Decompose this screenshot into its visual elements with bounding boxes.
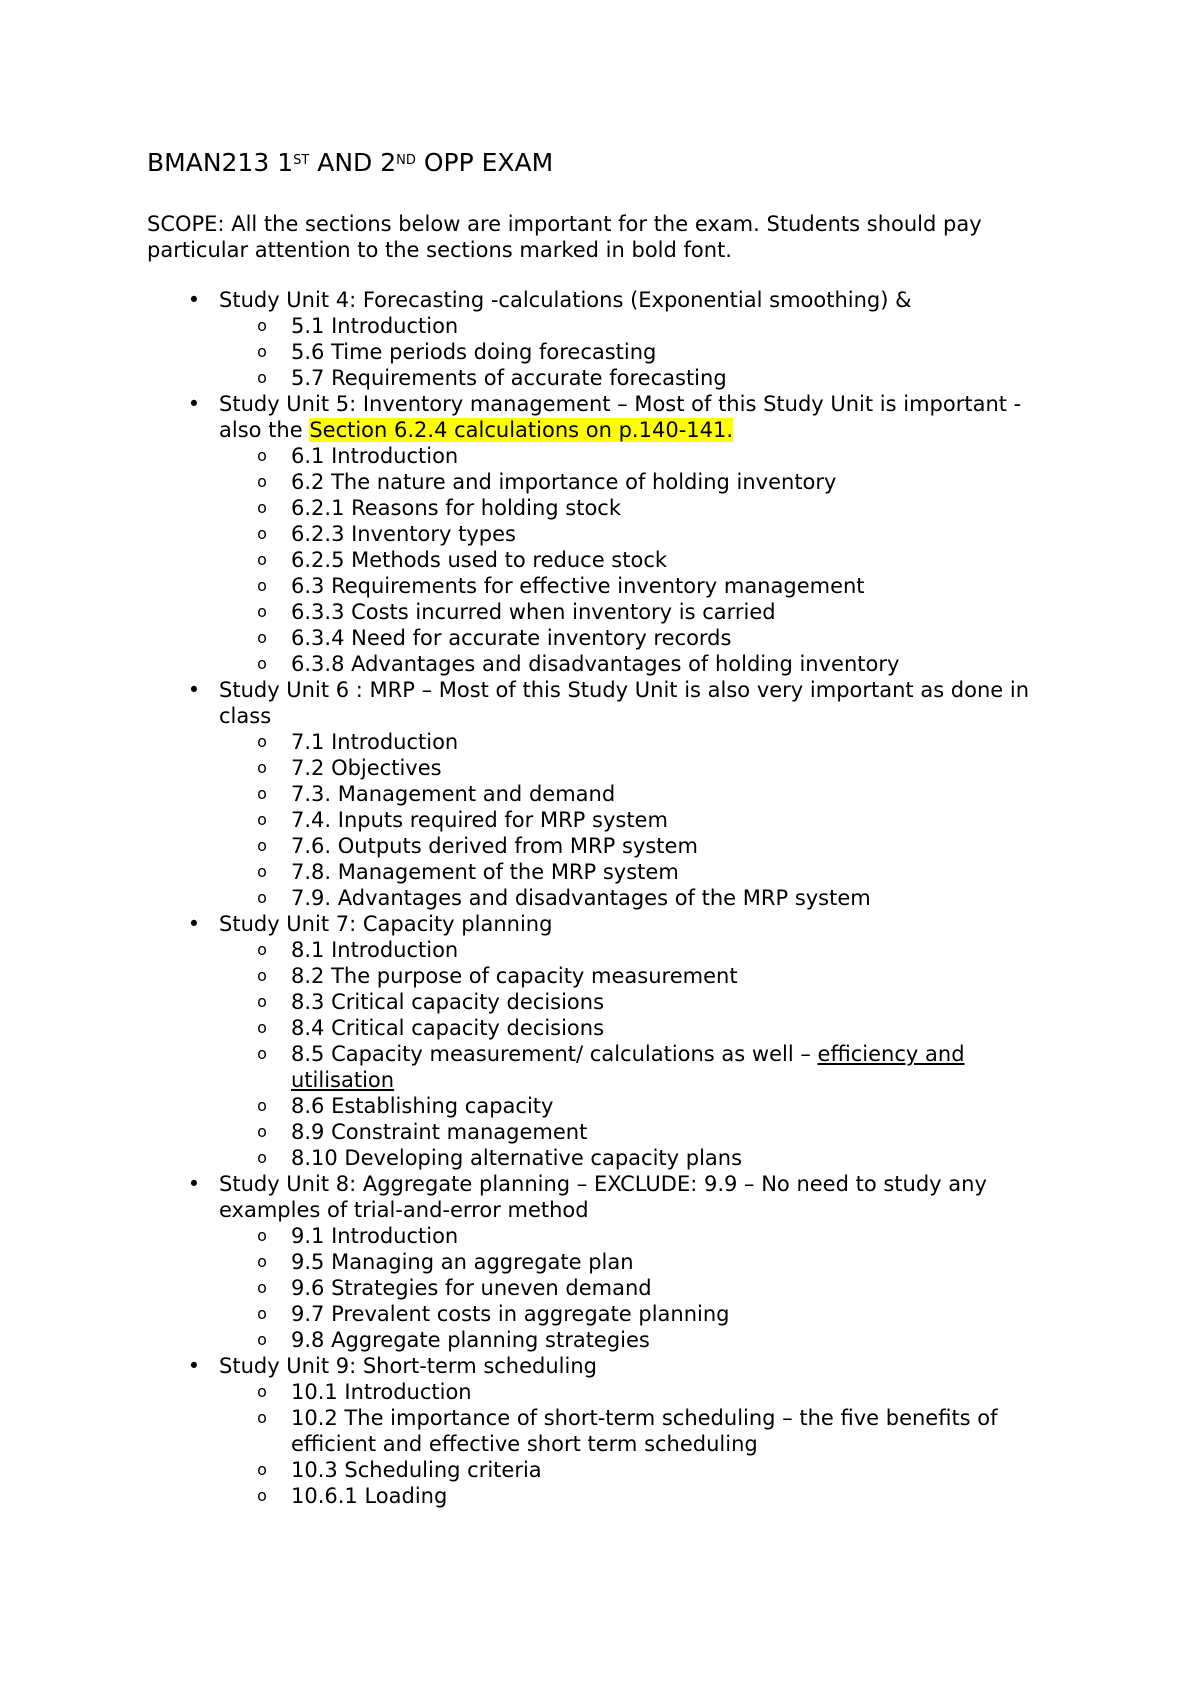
sub-bullet-icon: o bbox=[257, 602, 267, 621]
sub-bullet-icon: o bbox=[257, 1226, 267, 1245]
section-item bbox=[219, 755, 1067, 781]
sub-bullet-icon: o bbox=[257, 732, 267, 751]
section-list bbox=[219, 937, 1067, 1171]
section-list bbox=[219, 443, 1067, 677]
bullet-icon: • bbox=[187, 392, 201, 416]
section-item bbox=[219, 885, 1067, 911]
section-label: 6.3 Requirements for effective inventory management bbox=[291, 574, 865, 598]
section-label: 8.6 Establishing capacity bbox=[291, 1094, 554, 1118]
title-pre: BMAN213 1 bbox=[147, 148, 294, 177]
section-label: 10.3 Scheduling criteria bbox=[291, 1458, 542, 1482]
section-label: 5.1 Introduction bbox=[291, 314, 459, 338]
bullet-icon: • bbox=[187, 678, 201, 702]
title-sup-2: ND bbox=[396, 153, 416, 168]
section-label: 5.7 Requirements of accurate forecasting bbox=[291, 366, 727, 390]
sub-bullet-icon: o bbox=[257, 524, 267, 543]
section-item bbox=[219, 1223, 1067, 1249]
sub-bullet-icon: o bbox=[257, 1122, 267, 1141]
section-item bbox=[219, 1015, 1067, 1041]
sub-bullet-icon: o bbox=[257, 1148, 267, 1167]
section-label: 7.4. Inputs required for MRP system bbox=[291, 808, 668, 832]
sub-bullet-icon: o bbox=[257, 472, 267, 491]
section-label: 9.5 Managing an aggregate plan bbox=[291, 1250, 634, 1274]
section-label: 5.6 Time periods doing forecasting bbox=[291, 340, 657, 364]
section-list bbox=[219, 1379, 1067, 1509]
section-item bbox=[219, 599, 1067, 625]
sub-bullet-icon: o bbox=[257, 446, 267, 465]
section-item bbox=[219, 443, 1067, 469]
sub-bullet-icon: o bbox=[257, 576, 267, 595]
section-label: 6.3.8 Advantages and disadvantages of holding inventory bbox=[291, 652, 900, 676]
study-unit-text bbox=[219, 677, 1067, 729]
section-item bbox=[219, 781, 1067, 807]
section-label: 6.3.4 Need for accurate inventory records bbox=[291, 626, 732, 650]
section-item bbox=[219, 651, 1067, 677]
section-item bbox=[219, 365, 1067, 391]
section-item bbox=[219, 495, 1067, 521]
section-label: 8.1 Introduction bbox=[291, 938, 459, 962]
bullet-icon: • bbox=[187, 1172, 201, 1196]
title-mid: AND 2 bbox=[309, 148, 397, 177]
section-item bbox=[219, 807, 1067, 833]
sub-bullet-icon: o bbox=[257, 810, 267, 829]
section-label: 8.2 The purpose of capacity measurement bbox=[291, 964, 738, 988]
section-label: 10.1 Introduction bbox=[291, 1380, 472, 1404]
section-item bbox=[219, 1379, 1067, 1405]
study-unit-label: Study Unit 7: Capacity planning bbox=[219, 912, 553, 936]
section-item bbox=[219, 1327, 1067, 1353]
section-label: 9.6 Strategies for uneven demand bbox=[291, 1276, 652, 1300]
study-unit-label: Study Unit 8: Aggregate planning – EXCLUDE: 9.9 – No need to study any examples of trial-and-error method bbox=[219, 1172, 987, 1222]
section-label: 7.9. Advantages and disadvantages of the MRP system bbox=[291, 886, 871, 910]
section-label: 8.3 Critical capacity decisions bbox=[291, 990, 605, 1014]
sub-bullet-icon: o bbox=[257, 1382, 267, 1401]
section-label-text: 8.5 Capacity measurement/ calculations as well – bbox=[291, 1042, 818, 1066]
section-list bbox=[219, 1223, 1067, 1353]
study-unit-item bbox=[147, 287, 1067, 391]
sub-bullet-icon: o bbox=[257, 1018, 267, 1037]
section-item bbox=[219, 547, 1067, 573]
section-item bbox=[219, 833, 1067, 859]
section-item bbox=[219, 1145, 1067, 1171]
section-item bbox=[219, 1041, 1067, 1093]
section-label: 6.2.5 Methods used to reduce stock bbox=[291, 548, 668, 572]
section-item bbox=[219, 1093, 1067, 1119]
sub-bullet-icon: o bbox=[257, 342, 267, 361]
section-label: 6.1 Introduction bbox=[291, 444, 459, 468]
section-label: 6.2.1 Reasons for holding stock bbox=[291, 496, 622, 520]
section-label: 7.6. Outputs derived from MRP system bbox=[291, 834, 698, 858]
study-unit-item bbox=[147, 391, 1067, 677]
section-label bbox=[291, 1042, 965, 1092]
study-unit-label: Study Unit 5: Inventory management – Most of this Study Unit is important - also the bbox=[219, 392, 1022, 442]
sub-bullet-icon: o bbox=[257, 1486, 267, 1505]
study-unit-item bbox=[147, 677, 1067, 911]
sub-bullet-icon: o bbox=[257, 498, 267, 517]
section-item bbox=[219, 1483, 1067, 1509]
section-item bbox=[219, 937, 1067, 963]
sub-bullet-icon: o bbox=[257, 940, 267, 959]
sub-bullet-icon: o bbox=[257, 888, 267, 907]
section-label: 6.2.3 Inventory types bbox=[291, 522, 516, 546]
sub-bullet-icon: o bbox=[257, 836, 267, 855]
section-label: 8.9 Constraint management bbox=[291, 1120, 588, 1144]
study-unit-list bbox=[147, 287, 1067, 1509]
section-label: 9.7 Prevalent costs in aggregate planning bbox=[291, 1302, 730, 1326]
sub-bullet-icon: o bbox=[257, 628, 267, 647]
section-label: 9.8 Aggregate planning strategies bbox=[291, 1328, 650, 1352]
section-label: 7.2 Objectives bbox=[291, 756, 442, 780]
sub-bullet-icon: o bbox=[257, 1460, 267, 1479]
sub-bullet-icon: o bbox=[257, 1408, 267, 1427]
section-item bbox=[219, 729, 1067, 755]
bullet-icon: • bbox=[187, 912, 201, 936]
section-item bbox=[219, 989, 1067, 1015]
study-unit-text bbox=[219, 287, 1067, 313]
sub-bullet-icon: o bbox=[257, 654, 267, 673]
study-unit-item bbox=[147, 911, 1067, 1171]
section-item bbox=[219, 963, 1067, 989]
section-label: 10.2 The importance of short-term scheduling – the five benefits of efficient and effective short term scheduling bbox=[291, 1406, 998, 1456]
section-label: 7.3. Management and demand bbox=[291, 782, 616, 806]
section-label: 9.1 Introduction bbox=[291, 1224, 459, 1248]
study-unit-label: Study Unit 4: Forecasting -calculations (Exponential smoothing) & bbox=[219, 288, 912, 312]
sub-bullet-icon: o bbox=[257, 368, 267, 387]
study-unit-item bbox=[147, 1171, 1067, 1353]
sub-bullet-icon: o bbox=[257, 1304, 267, 1323]
scope-paragraph: SCOPE: All the sections below are important for the exam. Students should pay particular attention to the sections marked in bold font. bbox=[147, 212, 982, 262]
sub-bullet-icon: o bbox=[257, 1278, 267, 1297]
section-list bbox=[219, 729, 1067, 911]
section-label: 8.4 Critical capacity decisions bbox=[291, 1016, 605, 1040]
bullet-icon: • bbox=[187, 1354, 201, 1378]
study-unit-text bbox=[219, 1171, 1067, 1223]
section-list bbox=[219, 313, 1067, 391]
section-item bbox=[219, 1249, 1067, 1275]
sub-bullet-icon: o bbox=[257, 992, 267, 1011]
section-item bbox=[219, 313, 1067, 339]
title-sup-1: ST bbox=[293, 153, 310, 168]
underlined-text: efficiency and utilisation bbox=[291, 1042, 965, 1092]
study-unit-text bbox=[219, 1353, 1067, 1379]
study-unit-item bbox=[147, 1353, 1067, 1509]
study-unit-label: Study Unit 9: Short-term scheduling bbox=[219, 1354, 597, 1378]
study-unit-label: Study Unit 6 : MRP – Most of this Study Unit is also very important as done in class bbox=[219, 678, 1030, 728]
section-item bbox=[219, 1275, 1067, 1301]
sub-bullet-icon: o bbox=[257, 862, 267, 881]
section-item bbox=[219, 625, 1067, 651]
sub-bullet-icon: o bbox=[257, 550, 267, 569]
section-label: 6.2 The nature and importance of holding inventory bbox=[291, 470, 837, 494]
section-label: 8.10 Developing alternative capacity plans bbox=[291, 1146, 743, 1170]
section-label: 7.8. Management of the MRP system bbox=[291, 860, 679, 884]
bullet-icon: • bbox=[187, 288, 201, 312]
sub-bullet-icon: o bbox=[257, 758, 267, 777]
title-post: OPP EXAM bbox=[415, 148, 554, 177]
section-item bbox=[219, 1119, 1067, 1145]
section-item bbox=[219, 469, 1067, 495]
sub-bullet-icon: o bbox=[257, 316, 267, 335]
section-item bbox=[219, 339, 1067, 365]
section-item bbox=[219, 573, 1067, 599]
section-label: 7.1 Introduction bbox=[291, 730, 459, 754]
section-item bbox=[219, 1405, 1067, 1457]
study-unit-text bbox=[219, 911, 1067, 937]
sub-bullet-icon: o bbox=[257, 1330, 267, 1349]
highlighted-text: Section 6.2.4 calculations on p.140-141. bbox=[309, 418, 734, 442]
study-unit-text bbox=[219, 391, 1067, 443]
section-item bbox=[219, 521, 1067, 547]
section-item bbox=[219, 1457, 1067, 1483]
section-label: 6.3.3 Costs incurred when inventory is carried bbox=[291, 600, 776, 624]
section-item bbox=[219, 1301, 1067, 1327]
sub-bullet-icon: o bbox=[257, 1044, 267, 1063]
page-title bbox=[147, 146, 553, 180]
section-label: 10.6.1 Loading bbox=[291, 1484, 448, 1508]
section-item bbox=[219, 859, 1067, 885]
sub-bullet-icon: o bbox=[257, 1096, 267, 1115]
sub-bullet-icon: o bbox=[257, 966, 267, 985]
sub-bullet-icon: o bbox=[257, 1252, 267, 1271]
sub-bullet-icon: o bbox=[257, 784, 267, 803]
